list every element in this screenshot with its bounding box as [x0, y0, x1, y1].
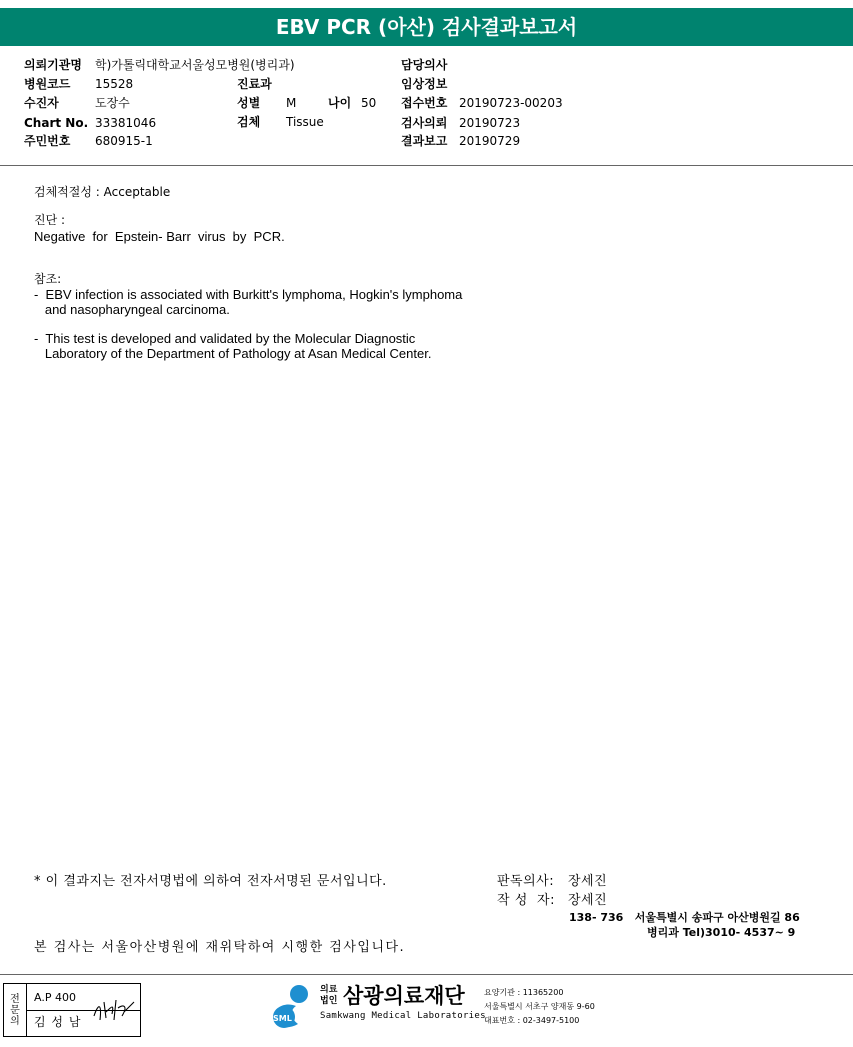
result-report-label: 결과보고 [401, 134, 448, 148]
header-divider [0, 165, 853, 166]
specimen-adequacy: 검체적절성 : Acceptable [34, 185, 171, 199]
signature-scribble [90, 994, 136, 1026]
hospital-code-value: 15528 [95, 77, 134, 91]
diagnosis-label: 진단 : [34, 213, 66, 227]
institution-label: 의뢰기관명 [24, 58, 82, 72]
diagnosis-text: Negative for Epstein- Barr virus by PCR. [34, 229, 285, 244]
department-label: 진료과 [237, 77, 272, 91]
institution-code: 요양기관 : 11365200 [484, 988, 564, 997]
stamp-code: A.P 400 [34, 991, 76, 1004]
reference-1-line-1: - EBV infection is associated with Burkitt's lymphoma, Hogkin's lymphoma [34, 287, 463, 302]
resident-no-label: 주민번호 [24, 134, 71, 148]
chart-no-label: Chart No. [24, 116, 89, 130]
stamp-name: 김 성 남 [34, 1015, 82, 1029]
reader-value: 장세진 [568, 874, 608, 889]
report-title: EBV PCR (아산) 검사결과보고서 [0, 8, 853, 46]
age-label: 나이 [328, 96, 352, 110]
logo-name-ko: 삼광의료재단 [343, 984, 465, 1008]
result-report-value: 20190729 [459, 134, 521, 148]
sex-label: 성별 [237, 96, 261, 110]
receipt-no-value: 20190723-00203 [459, 96, 563, 110]
reference-2-line-2: Laboratory of the Department of Pathology at Asan Medical Center. [34, 346, 432, 361]
specialist-stamp [3, 983, 141, 1037]
reference-1-line-2: and nasopharyngeal carcinoma. [34, 302, 230, 317]
doctor-label: 담당의사 [401, 58, 448, 72]
test-request-label: 검사의뢰 [401, 116, 448, 130]
e-signature-notice: * 이 결과지는 전자서명법에 의하여 전자서명된 문서입니다. [34, 874, 387, 889]
stamp-side-label [4, 984, 27, 1036]
resident-no-value: 680915-1 [95, 134, 153, 148]
consignment-notice: 본 검사는 서울아산병원에 재위탁하여 시행한 검사입니다. [34, 940, 406, 955]
stamp-side-text: 전문의 [10, 993, 20, 1027]
writer-value: 장세진 [568, 893, 608, 908]
clinical-info-label: 임상정보 [401, 77, 448, 91]
specimen-label: 검체 [237, 115, 261, 129]
writer-label: 작 성 자: [497, 893, 555, 908]
recipient-label: 수진자 [24, 96, 59, 110]
reader-label: 판독의사: [497, 874, 555, 889]
chart-no-value: 33381046 [95, 116, 157, 130]
receipt-no-label: 접수번호 [401, 96, 448, 110]
specimen-value: Tissue [286, 115, 324, 129]
reference-label: 참조: [34, 272, 62, 286]
foundation-phone: 대표번호 : 02-3497-5100 [484, 1016, 580, 1025]
legal-label-top: 의료 [320, 985, 338, 995]
lab-address: 138- 736 서울특별시 송파구 아산병원길 86 [569, 911, 800, 924]
logo-name-en: Samkwang Medical Laboratories [320, 1011, 486, 1021]
age-value: 50 [361, 96, 377, 110]
recipient-value: 도장수 [95, 96, 130, 110]
sex-value: M [286, 96, 297, 110]
sml-badge: SML [273, 1014, 292, 1023]
reference-2-line-1: - This test is developed and validated by the Molecular Diagnostic [34, 331, 416, 346]
lab-dept-tel: 병리과 Tel)3010- 4537~ 9 [647, 926, 796, 939]
legal-label-bottom: 법인 [320, 996, 338, 1006]
hospital-code-label: 병원코드 [24, 77, 71, 91]
foundation-address: 서울특별시 서초구 양재동 9-60 [484, 1002, 595, 1011]
institution-value: 학)가톨릭대학교서울성모병원(병리과) [95, 58, 295, 72]
test-request-value: 20190723 [459, 116, 521, 130]
footer-divider [0, 974, 853, 975]
